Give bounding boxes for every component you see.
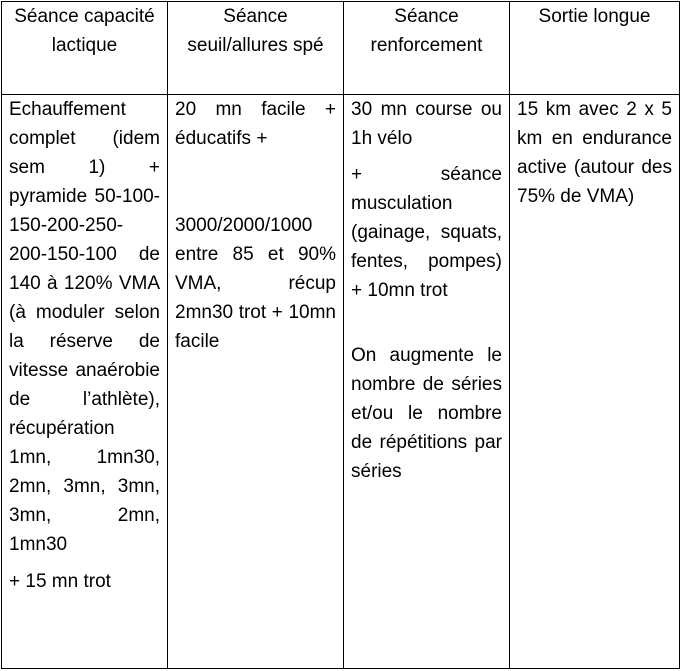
header-lactic-capacity: Séance capacité lactique [2,2,168,95]
lactic-main-text: Echauffement complet (idem sem 1) + pyramide 50-100-150-200-250-200-150-100 de 140 à 120% VMA (à moduler selon la réserve de vitesse anaérobie de l’athlète), récupération 1mn, 1mn30, 2mn, 3mn, 3mn, 3mn, 2mn, 1mn30 [9,99,160,555]
threshold-main-text: 3000/2000/1000 entre 85 et 90% VMA, récup 2mn30 trot + 10mn facile [175,215,336,352]
content-row [2,95,680,669]
cell-strengthening [344,95,510,669]
long-run-text: 15 km avec 2 x 5 km en endurance active (autour des 75% de VMA) [517,99,672,207]
strength-progression-text: On augmente le nombre de séries et/ou le nombre de répétitions par séries [351,345,502,482]
cell-threshold-pace [168,95,344,669]
header-row [2,2,680,95]
header-threshold-pace: Séance seuil/allures spé [168,2,344,95]
header-strengthening: Séance renforcement [344,2,510,95]
cell-long-run [510,95,680,669]
strength-muscu-text: + séance musculation (gainage, squats, fentes, pompes) + 10mn trot [351,164,502,301]
cell-lactic-capacity [2,95,168,669]
training-table [1,1,680,669]
strength-cardio-text: 30 mn course ou 1h vélo [351,99,502,149]
threshold-warmup-text: 20 mn facile + éducatifs + [175,99,336,149]
lactic-trot-text: + 15 mn trot [9,571,111,592]
header-long-run: Sortie longue [510,2,680,95]
